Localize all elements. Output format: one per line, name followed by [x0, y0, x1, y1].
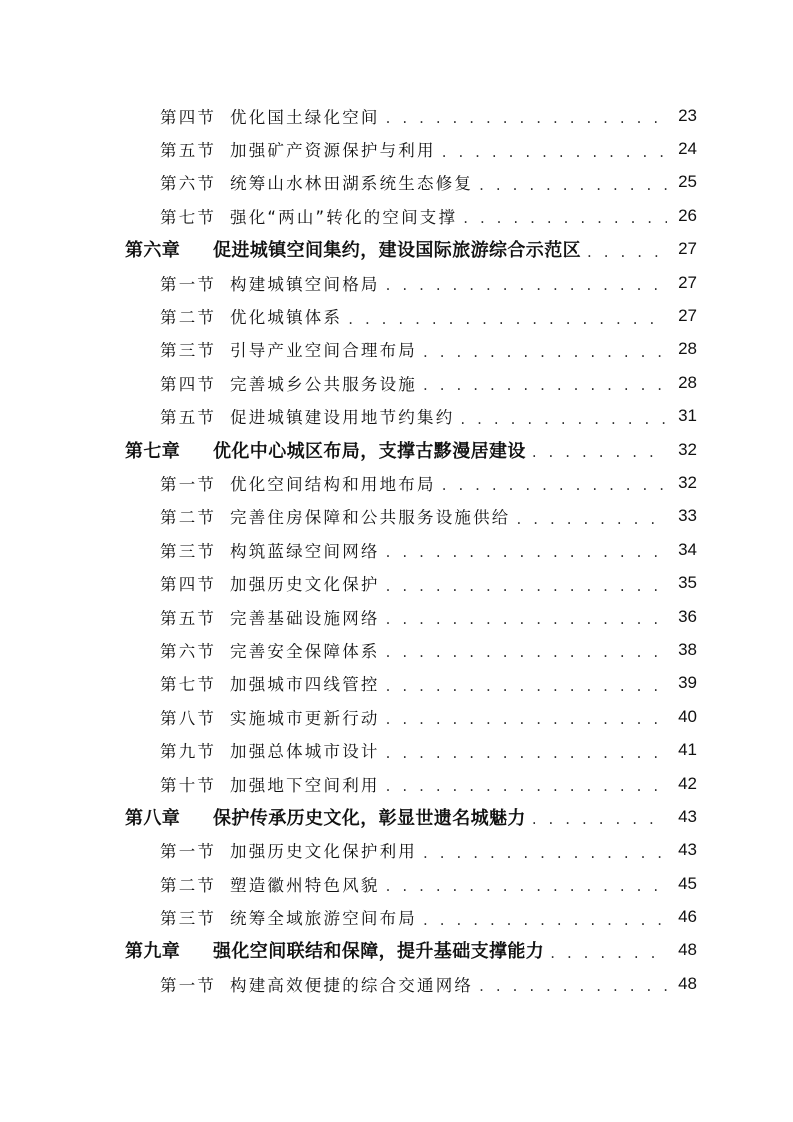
toc-section-entry[interactable]	[0, 533, 793, 566]
toc-entry-number: 第七章	[125, 440, 181, 462]
toc-entry-number: 第六节	[160, 174, 217, 194]
toc-page-number: 25	[678, 172, 697, 192]
toc-entry-number: 第四节	[160, 575, 217, 595]
toc-entry-label	[160, 137, 436, 161]
toc-page-number: 39	[678, 673, 697, 693]
toc-page-number: 32	[678, 439, 697, 459]
toc-entry-number: 第四节	[160, 107, 217, 127]
toc-dot-leader	[442, 145, 667, 160]
toc-section-entry[interactable]	[0, 400, 793, 433]
toc-dot-leader	[460, 412, 667, 427]
toc-chapter-entry[interactable]	[0, 934, 793, 967]
toc-entry-label	[160, 538, 380, 562]
toc-page-number: 41	[678, 740, 697, 760]
toc-entry-title: 加强城市四线管控	[230, 675, 380, 695]
toc-entry-number: 第五节	[160, 141, 217, 161]
toc-entry-number: 第二节	[160, 508, 217, 528]
toc-entry-title: 构建高效便捷的综合交通网络	[230, 975, 474, 995]
toc-entry-number: 第六章	[125, 240, 181, 262]
toc-entry-title: 强化“两山”转化的空间支撑	[230, 207, 458, 227]
toc-entry-number: 第七节	[160, 207, 217, 227]
toc-entry-number: 第九节	[160, 742, 217, 762]
toc-dot-leader	[348, 312, 667, 327]
toc-entry-label	[160, 204, 457, 228]
toc-dot-leader	[386, 712, 667, 727]
toc-dot-leader	[550, 946, 667, 961]
toc-page-number: 34	[678, 539, 697, 559]
toc-section-entry[interactable]	[0, 466, 793, 499]
toc-entry-label	[160, 838, 417, 862]
toc-entry-number: 第七节	[160, 675, 217, 695]
toc-dot-leader	[532, 445, 667, 460]
toc-entry-label	[160, 738, 380, 762]
toc-entry-number: 第三节	[160, 341, 217, 361]
toc-chapter-entry[interactable]	[0, 433, 793, 466]
toc-entry-label	[160, 605, 380, 629]
toc-entry-title: 优化中心城区布局，支撑古黟漫居建设	[213, 440, 526, 462]
toc-entry-title: 构建城镇空间格局	[230, 274, 380, 294]
toc-section-entry[interactable]	[0, 199, 793, 232]
toc-entry-number: 第一节	[160, 975, 217, 995]
toc-entry-title: 完善住房保障和公共服务设施供给	[230, 508, 511, 528]
toc-entry-label	[125, 804, 526, 830]
toc-page-number: 48	[678, 973, 697, 993]
toc-section-entry[interactable]	[0, 366, 793, 399]
toc-section-entry[interactable]	[0, 166, 793, 199]
toc-section-entry[interactable]	[0, 700, 793, 733]
toc-entry-title: 统筹山水林田湖系统生态修复	[230, 174, 474, 194]
toc-entry-title: 完善基础设施网络	[230, 608, 380, 628]
toc-page-number: 48	[678, 940, 697, 960]
toc-entry-label	[160, 504, 511, 528]
toc-dot-leader	[423, 913, 667, 928]
toc-entry-title: 加强矿产资源保护与利用	[230, 141, 436, 161]
toc-dot-leader	[386, 779, 667, 794]
toc-dot-leader	[386, 111, 667, 126]
toc-dot-leader	[386, 612, 667, 627]
toc-section-entry[interactable]	[0, 99, 793, 132]
toc-entry-number: 第五节	[160, 408, 217, 428]
toc-entry-label	[160, 104, 380, 128]
toc-entry-label	[160, 371, 417, 395]
toc-entry-number: 第五节	[160, 608, 217, 628]
toc-entry-title: 保护传承历史文化，彰显世遗名城魅力	[213, 807, 526, 829]
toc-entry-number: 第二节	[160, 308, 217, 328]
toc-entry-number: 第八章	[125, 807, 181, 829]
toc-entry-title: 引导产业空间合理布局	[230, 341, 417, 361]
toc-page-number: 45	[678, 873, 697, 893]
toc-dot-leader	[463, 211, 667, 226]
toc-entry-title: 塑造徽州特色风貌	[230, 875, 380, 895]
toc-entry-title: 实施城市更新行动	[230, 708, 380, 728]
toc-entry-number: 第一节	[160, 842, 217, 862]
toc-entry-title: 构筑蓝绿空间网络	[230, 541, 380, 561]
toc-entry-number: 第八节	[160, 708, 217, 728]
toc-entry-number: 第四节	[160, 374, 217, 394]
toc-dot-leader	[386, 278, 667, 293]
toc-page-number: 28	[678, 339, 697, 359]
toc-entry-label	[160, 638, 380, 662]
toc-section-entry[interactable]	[0, 566, 793, 599]
toc-dot-leader	[479, 178, 667, 193]
toc-dot-leader	[423, 345, 667, 360]
toc-entry-label	[160, 972, 473, 996]
toc-entry-title: 加强地下空间利用	[230, 775, 380, 795]
toc-page-number: 24	[678, 139, 697, 159]
toc-entry-number: 第二节	[160, 875, 217, 895]
toc-entry-title: 加强历史文化保护利用	[230, 842, 417, 862]
toc-section-entry[interactable]	[0, 834, 793, 867]
toc-page-number: 27	[678, 239, 697, 259]
toc-entry-number: 第三节	[160, 909, 217, 929]
toc-dot-leader	[423, 846, 667, 861]
toc-entry-number: 第一节	[160, 474, 217, 494]
toc-entry-label	[125, 236, 581, 262]
toc-page-number: 31	[678, 406, 697, 426]
toc-entry-number: 第六节	[160, 641, 217, 661]
toc-section-entry[interactable]	[0, 967, 793, 1000]
toc-entry-title: 促进城镇空间集约，建设国际旅游综合示范区	[213, 240, 581, 262]
toc-entry-label	[160, 404, 454, 428]
toc-section-entry[interactable]	[0, 132, 793, 165]
toc-chapter-entry[interactable]	[0, 800, 793, 833]
toc-section-entry[interactable]	[0, 867, 793, 900]
toc-entry-label	[160, 337, 417, 361]
toc-dot-leader	[386, 746, 667, 761]
toc-page-number: 43	[678, 840, 697, 860]
toc-entry-number: 第三节	[160, 541, 217, 561]
toc-page-number: 40	[678, 706, 697, 726]
toc-section-entry[interactable]	[0, 600, 793, 633]
toc-page-number: 42	[678, 773, 697, 793]
toc-dot-leader	[386, 579, 667, 594]
toc-section-entry[interactable]	[0, 299, 793, 332]
toc-section-entry[interactable]	[0, 733, 793, 766]
toc-entry-number: 第十节	[160, 775, 217, 795]
toc-entry-title: 优化城镇体系	[230, 308, 343, 328]
toc-entry-label	[160, 170, 473, 194]
toc-entry-label	[160, 772, 380, 796]
toc-entry-title: 完善城乡公共服务设施	[230, 374, 417, 394]
toc-section-entry[interactable]	[0, 667, 793, 700]
toc-entry-number: 第九章	[125, 941, 181, 963]
toc-entry-label	[160, 705, 380, 729]
toc-entry-title: 优化国土绿化空间	[230, 107, 380, 127]
toc-section-entry[interactable]	[0, 900, 793, 933]
toc-entry-number: 第一节	[160, 274, 217, 294]
toc-chapter-entry[interactable]	[0, 233, 793, 266]
toc-dot-leader	[532, 812, 667, 827]
toc-page-number: 33	[678, 506, 697, 526]
toc-entry-title: 加强历史文化保护	[230, 575, 380, 595]
toc-entry-label	[160, 271, 380, 295]
toc-section-entry[interactable]	[0, 633, 793, 666]
toc-section-entry[interactable]	[0, 333, 793, 366]
toc-section-entry[interactable]	[0, 266, 793, 299]
toc-dot-leader	[517, 512, 668, 527]
toc-page-number: 46	[678, 907, 697, 927]
toc-dot-leader	[423, 378, 667, 393]
toc-entry-label	[160, 872, 380, 896]
toc-entry-label	[160, 304, 342, 328]
table-of-contents	[0, 99, 793, 1001]
toc-entry-title: 强化空间联结和保障，提升基础支撑能力	[213, 941, 545, 963]
toc-page-number: 35	[678, 573, 697, 593]
toc-dot-leader	[386, 645, 667, 660]
toc-entry-label	[160, 905, 417, 929]
toc-page-number: 36	[678, 606, 697, 626]
toc-page-number: 43	[678, 806, 697, 826]
toc-entry-title: 统筹全域旅游空间布局	[230, 909, 417, 929]
toc-entry-label	[125, 437, 526, 463]
toc-dot-leader	[386, 879, 667, 894]
toc-page-number: 32	[678, 472, 697, 492]
toc-entry-title: 促进城镇建设用地节约集约	[230, 408, 455, 428]
toc-section-entry[interactable]	[0, 767, 793, 800]
toc-page-number: 27	[678, 272, 697, 292]
toc-page-number: 27	[678, 306, 697, 326]
toc-section-entry[interactable]	[0, 500, 793, 533]
toc-page-number: 28	[678, 372, 697, 392]
toc-entry-title: 完善安全保障体系	[230, 641, 380, 661]
toc-dot-leader	[386, 545, 667, 560]
toc-entry-title: 优化空间结构和用地布局	[230, 474, 436, 494]
toc-entry-label	[125, 937, 544, 963]
toc-dot-leader	[479, 979, 667, 994]
toc-page-number: 23	[678, 105, 697, 125]
toc-entry-title: 加强总体城市设计	[230, 742, 380, 762]
toc-dot-leader	[442, 478, 667, 493]
toc-page-number: 26	[678, 205, 697, 225]
toc-entry-label	[160, 471, 436, 495]
toc-dot-leader	[587, 245, 667, 260]
toc-dot-leader	[386, 679, 667, 694]
toc-entry-label	[160, 671, 380, 695]
toc-entry-label	[160, 571, 380, 595]
toc-page-number: 38	[678, 639, 697, 659]
